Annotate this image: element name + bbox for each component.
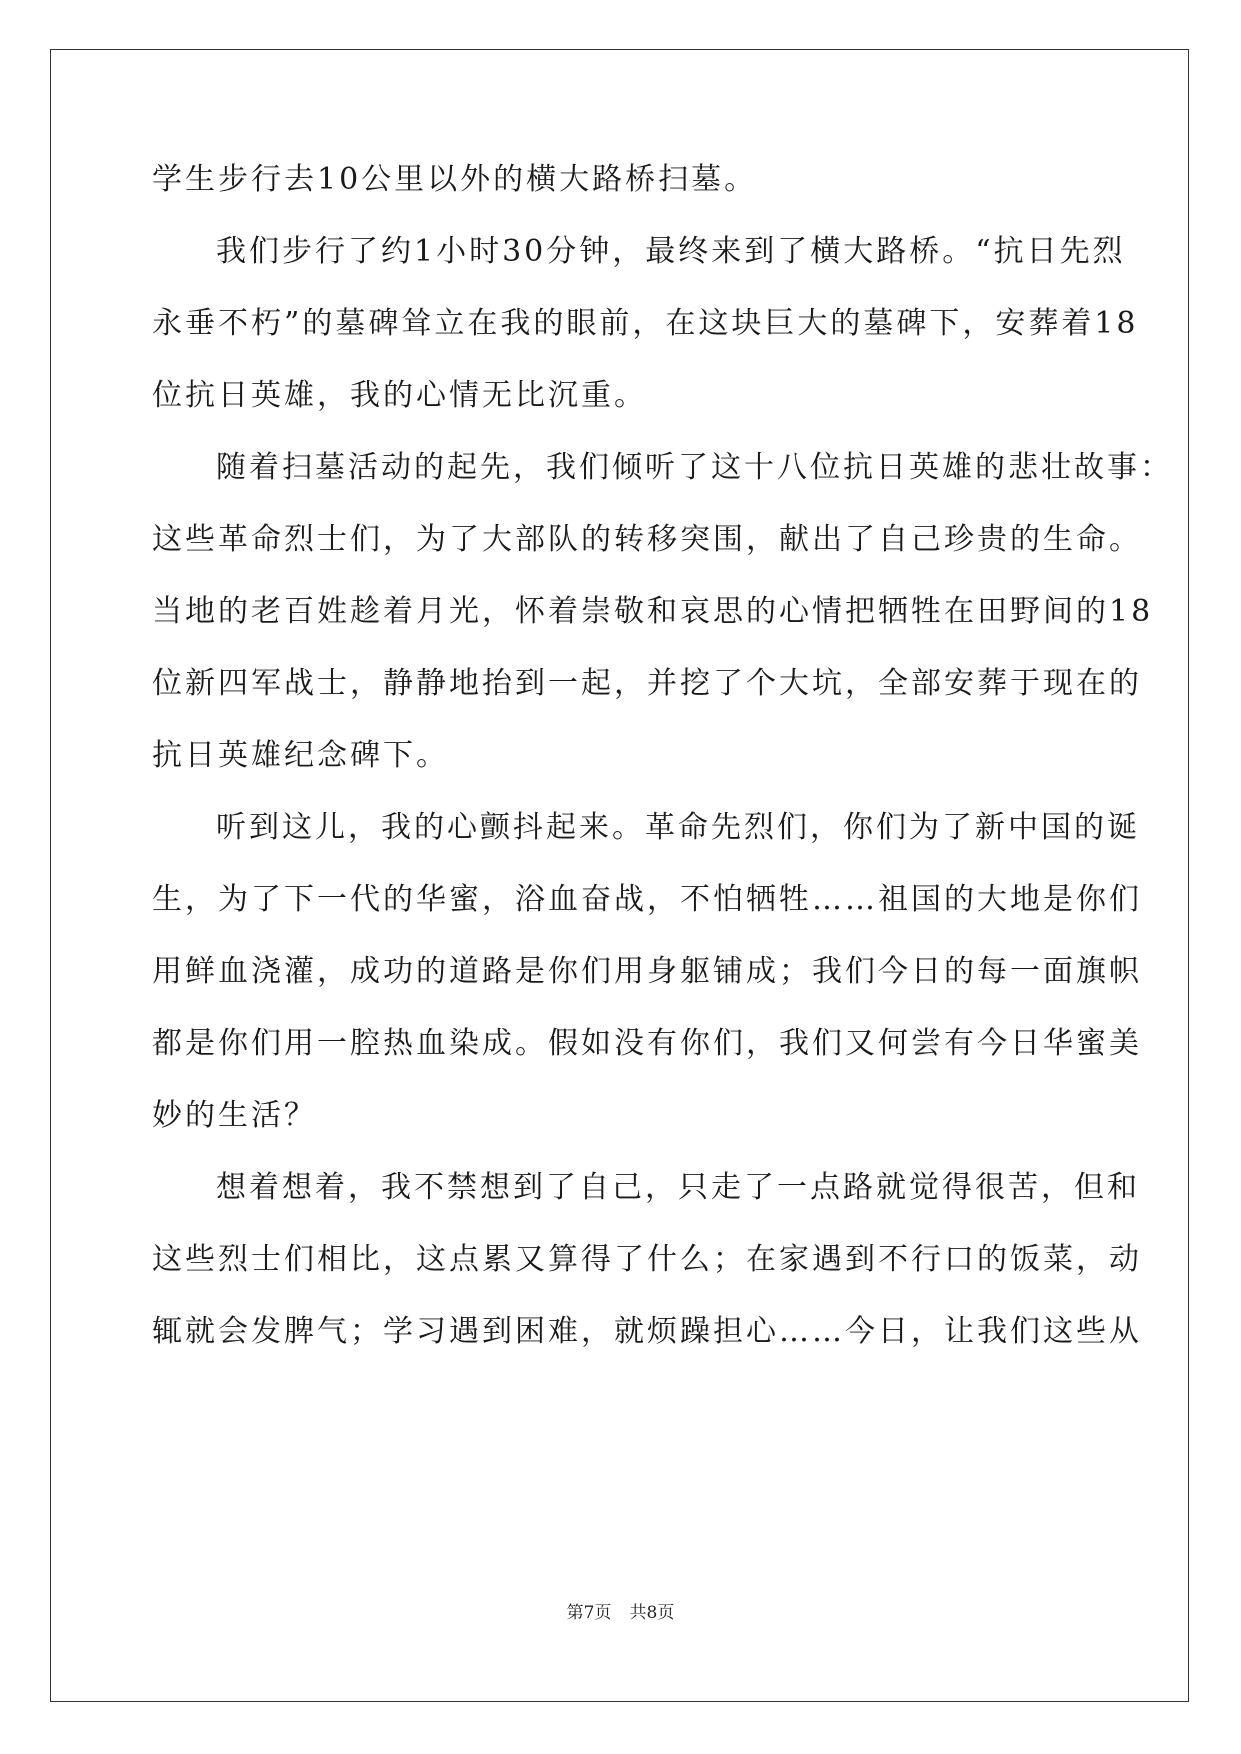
text-line: 生，为了下一代的华蜜，浴血奋战，不怕牺牲……祖国的大地是你们 (152, 882, 1142, 917)
text-line: 永垂不朽”的墓碑耸立在我的眼前，在这块巨大的墓碑下，安葬着18 (152, 306, 1139, 341)
text-line: 听到这儿，我的心颤抖起来。革命先烈们，你们为了新中国的诞 (216, 810, 1140, 845)
text-line: 我们步行了约1小时30分钟，最终来到了横大路桥。“抗日先烈 (216, 234, 1126, 269)
text-line: 随着扫墓活动的起先，我们倾听了这十八位抗日英雄的悲壮故事： (216, 450, 1173, 485)
page-footer (0, 1598, 1241, 1623)
text-line: 妙的生活？ (152, 1098, 317, 1133)
text-line: 位抗日英雄，我的心情无比沉重。 (152, 378, 647, 413)
text-line: 当地的老百姓趁着月光，怀着崇敬和哀思的心情把牺牲在田野间的18 (152, 594, 1154, 629)
text-line: 这些烈士们相比，这点累又算得了什么；在家遇到不行口的饭菜，动 (152, 1242, 1142, 1277)
text-line: 学生步行去10公里以外的横大路桥扫墓。 (152, 162, 758, 197)
text-line: 用鲜血浇灌，成功的道路是你们用身躯铺成；我们今日的每一面旗帜 (152, 954, 1142, 989)
text-line: 想着想着，我不禁想到了自己，只走了一点路就觉得很苦，但和 (216, 1170, 1140, 1205)
text-line: 这些革命烈士们，为了大部队的转移突围，献出了自己珍贵的生命。 (152, 522, 1142, 557)
text-line: 辄就会发脾气；学习遇到困难，就烦躁担心……今日，让我们这些从 (152, 1314, 1142, 1349)
page-number-current: 第7页 (566, 1603, 612, 1623)
text-line: 都是你们用一腔热血染成。假如没有你们，我们又何尝有今日华蜜美 (152, 1026, 1142, 1061)
page-border (50, 49, 1189, 1702)
text-line: 抗日英雄纪念碑下。 (152, 738, 449, 773)
text-line: 位新四军战士，静静地抬到一起，并挖了个大坑，全部安葬于现在的 (152, 666, 1142, 701)
page-number-total: 共8页 (629, 1603, 675, 1623)
